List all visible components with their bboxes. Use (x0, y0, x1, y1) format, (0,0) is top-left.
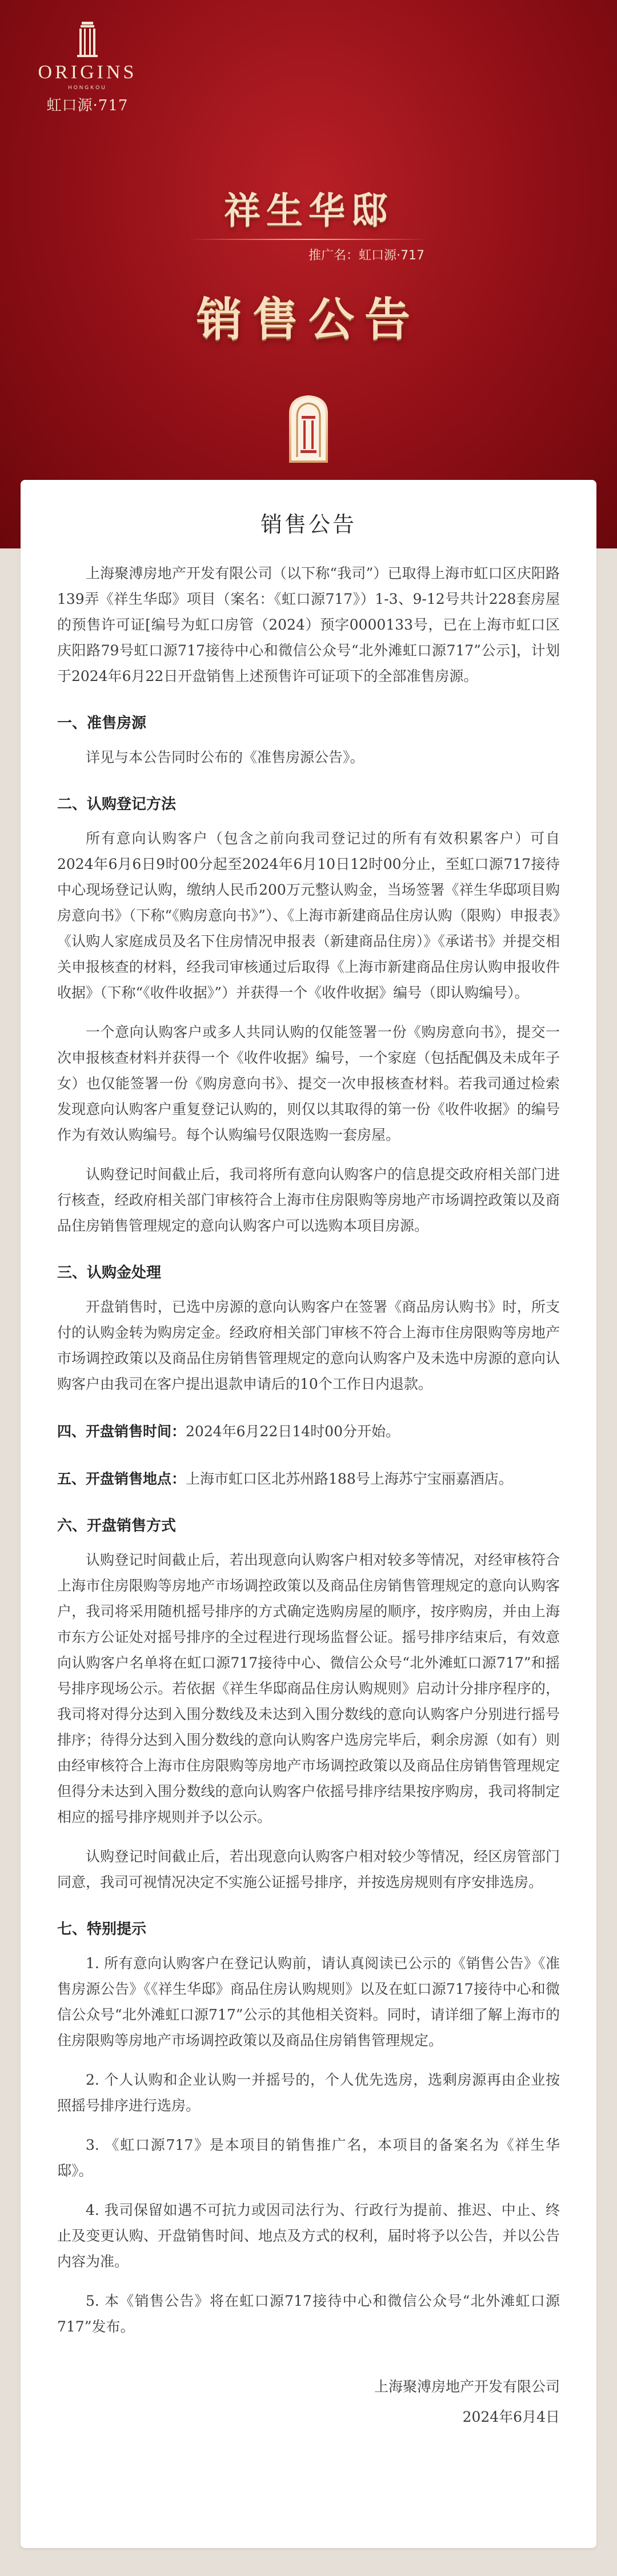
brand-chinese-name: 虹口源·717 (46, 97, 129, 114)
section-5-text: 上海市虹口区北苏州路188号上海苏宁宝丽嘉酒店。 (186, 1471, 513, 1487)
promo-name: 推广名：虹口源·717 (308, 249, 424, 263)
section-1-heading: 一、准售房源 (57, 715, 147, 732)
signed-date: 2024年6月4日 (462, 2409, 560, 2425)
section-4-heading: 四、开盘销售时间： (57, 1423, 186, 1440)
tip-2: 2. 个人认购和企业认购一并摇号的，个人优先选房，选剩房源再由企业按照摇号排序进行选房。 (57, 2072, 560, 2114)
section-7-heading: 七、特别提示 (57, 1921, 147, 1938)
section-4 (57, 1419, 560, 1444)
document-title: 销售公告 (260, 512, 356, 537)
section-5 (57, 1466, 560, 1492)
section-4-text: 2024年6月22日14时00分开始。 (186, 1423, 400, 1440)
signer-name: 上海聚溥房地产开发有限公司 (374, 2378, 560, 2395)
section-2-paragraph-1: 所有意向认购客户（包含之前向我司登记过的所有有效积累客户）可自2024年6月6日9时00分起至2024年6月10日12时00分止，至虹口源717接待中心现场登记认购，缴纳人民币200万元整认购金，当场签署《祥生华邸项目购房意向书》（下称“《购房意向书》”）、《上海市新建商品住房认购（限购）申报表》《认购人家庭成员及名下住房情况申报表（新建商品住房）》《承诺书》并提交相关申报核查的材料，经我司审核通过后取得《上海市新建商品住房认购申报收件收据》（下称“《收件收据》”）并获得一个《收件收据》编号（即认购编号）。 (57, 830, 560, 1001)
tip-4: 4. 我司保留如遇不可抗力或因司法行为、行政行为提前、推迟、中止、终止及变更认购、开盘销售时间、地点及方式的权利，届时将予以公告，并以公告内容为准。 (57, 2202, 560, 2270)
intro-paragraph: 上海聚溥房地产开发有限公司（以下称“我司”）已取得上海市虹口区庆阳路139弄《祥生华邸》项目（案名：《虹口源717》）1-3、9-12号共计228套房屋的预售许可证[编号为虹口房管（2024）预字0000133号，已在上海市虹口区庆阳路79号虹口源717接待中心和微信公众号“北外滩虹口源717”公示]，计划于2024年6月22日开盘销售上述预售许可证项下的全部准售房源。 (57, 565, 560, 684)
announcement-card (21, 480, 596, 2548)
section-2-paragraph-3: 认购登记时间截止后，我司将所有意向认购客户的信息提交政府相关部门进行核查，经政府相关部门审核符合上海市住房限购等房地产市场调控政策以及商品住房销售管理规定的意向认购客户可以选购本项目房源。 (57, 1166, 560, 1234)
tip-1: 1. 所有意向认购客户在登记认购前，请认真阅读已公示的《销售公告》《准售房源公告》《《祥生华邸》商品住房认购规则》以及在虹口源717接待中心和微信公众号“北外滩虹口源717”公示的其他相关资料。同时，请详细了解上海市的住房限购等房地产市场调控政策以及商品住房销售管理规定。 (57, 1955, 560, 2049)
brand-name: ORIGINS (38, 62, 137, 83)
brand-logo (27, 21, 147, 115)
section-2-heading: 二、认购登记方法 (57, 796, 177, 813)
tip-3: 3. 《虹口源717》是本项目的销售推广名，本项目的备案名为《祥生华邸》。 (57, 2137, 560, 2179)
title-divider (189, 239, 428, 240)
announcement-content (57, 512, 560, 2434)
section-2-paragraph-2: 一个意向认购客户或多人共同认购的仅能签署一份《购房意向书》，提交一次申报核查材料并获得一个《收件收据》编号，一个家庭（包括配偶及未成年子女）也仅能签署一份《购房意向书》、提交一次申报核查材料。若我司通过检索发现意向认购客户重复登记认购的，则仅以其取得的第一份《收件收据》的编号作为有效认购编号。每个认购编号仅限选购一套房屋。 (57, 1024, 560, 1143)
origins-logo-icon (74, 21, 101, 58)
section-3-paragraph: 开盘销售时，已选中房源的意向认购客户在签署《商品房认购书》时，所支付的认购金转为购房定金。经政府相关部门审核不符合上海市住房限购等房地产市场调控政策以及商品住房销售管理规定的意向认购客户及未选中房源的意向认购客户由我司在客户提出退款申请后的10个工作日内退款。 (57, 1299, 560, 1392)
emblem-icon (285, 394, 332, 463)
section-6-paragraph-1: 认购登记时间截止后，若出现意向认购客户相对较多等情况，对经审核符合上海市住房限购等房地产市场调控政策以及商品住房销售管理规定的意向认购客户，我司将采用随机摇号排序的方式确定选购房屋的顺序，按序购房，并由上海市东方公证处对摇号排序的全过程进行现场监督公证。摇号排序结束后，有效意向认购客户名单将在虹口源717接待中心、微信公众号“北外滩虹口源717”和摇号排序现场公示。若依据《祥生华邸商品住房认购规则》启动计分排序程序的，我司将对得分达到入围分数线及未达到入围分数线的意向认购客户分别进行摇号排序；待得分达到入围分数线的意向认购客户选房完毕后，剩余房源（如有）则由经审核符合上海市住房限购等房地产市场调控政策以及商品住房销售管理规定但得分未达到入围分数线的意向认购客户依摇号排序结果按序购房，我司将制定相应的摇号排序规则并予以公示。 (57, 1552, 560, 1825)
project-title: 祥生华邸 (224, 190, 393, 233)
section-3-heading: 三、认购金处理 (57, 1264, 162, 1281)
header-banner (0, 0, 617, 548)
section-1-paragraph: 详见与本公告同时公布的《准售房源公告》。 (86, 749, 364, 766)
signature-block (57, 2374, 560, 2430)
section-5-heading: 五、开盘销售地点： (57, 1471, 186, 1487)
headline: 销售公告 (197, 293, 420, 346)
brand-subtitle: HONGKOU (68, 85, 107, 90)
tip-5: 5. 本《销售公告》将在虹口源717接待中心和微信公众号“北外滩虹口源717”发布。 (57, 2293, 560, 2335)
section-6-heading: 六、开盘销售方式 (57, 1517, 177, 1535)
section-6-paragraph-2: 认购登记时间截止后，若出现意向认购客户相对较少等情况，经区房管部门同意，我司可视情况决定不实施公证摇号排序，并按选房规则有序安排选房。 (57, 1848, 560, 1890)
